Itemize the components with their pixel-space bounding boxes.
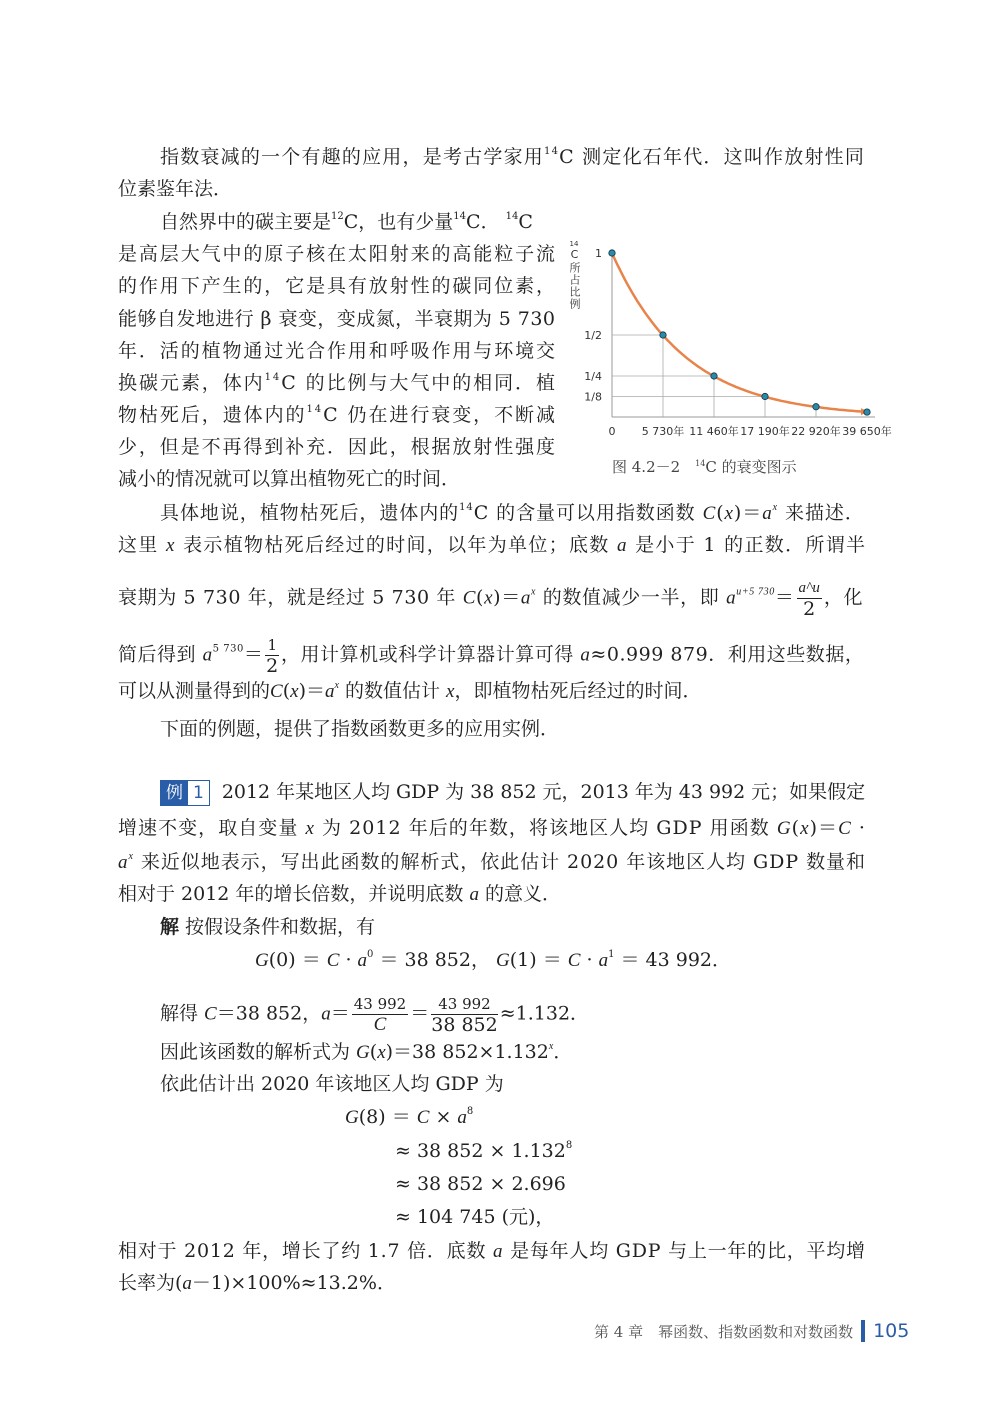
text-line — [118, 339, 557, 363]
denominator: 2 — [266, 655, 279, 677]
text-run: 衰期为 5 730 年，就是经过 5 730 年 — [118, 586, 463, 609]
text-run: 是每年人均 GDP 与上一年的比，平均增 — [503, 1240, 866, 1262]
text-run: ． — [553, 1041, 573, 1063]
text-run: ( — [716, 502, 725, 524]
text-run: 简后得到 — [118, 643, 203, 666]
text-run: (8) ＝ — [358, 1106, 417, 1128]
text-run: 为 2012 年后的年数，将该地区人均 GDP 用函数 — [314, 817, 777, 839]
data-point — [660, 332, 666, 338]
math-variable: C — [838, 818, 852, 839]
math-variable: a — [580, 644, 591, 666]
superscript: x — [128, 851, 134, 862]
math-variable: a — [357, 950, 368, 971]
text-run: 依此估计出 2020 年该地区人均 GDP 为 — [160, 1073, 504, 1095]
text-run: C 的比例与大气中的相同．植 — [281, 372, 557, 394]
x-tick-label: 17 190年 — [740, 425, 790, 438]
math-variable: a — [118, 852, 129, 873]
superscript: 8 — [466, 1106, 474, 1117]
text-run: 位素鉴年法． — [118, 178, 233, 200]
text-line — [118, 435, 557, 459]
text-run: · — [580, 949, 599, 971]
math-variable: a — [598, 950, 609, 971]
text-run: C 的含量可以用指数函数 — [473, 502, 703, 524]
superscript: 14 — [459, 502, 474, 513]
text-run: 是小于 1 的正数．所谓半 — [627, 534, 867, 556]
text-line — [118, 403, 557, 427]
text-run: ＝ 43 992． — [614, 949, 732, 971]
fraction — [797, 578, 822, 619]
text-run: 长率为( — [118, 1272, 183, 1294]
y-axis-label — [566, 240, 582, 313]
superscript: x — [548, 1041, 554, 1052]
math-variable: G — [255, 950, 269, 971]
y-tick-label: 1/8 — [584, 390, 602, 404]
text-run: 2012 年某地区人均 GDP 为 38 852 元，2013 年为 43 992 元；如果假定 — [221, 781, 866, 803]
superscript: x — [334, 680, 339, 691]
text-run: ≈ 38 852 × 1.132 — [395, 1140, 566, 1162]
text-run: )＝ — [298, 680, 325, 702]
text-line — [118, 242, 557, 266]
text-run: 换碳元素，体内 — [118, 372, 265, 394]
math-variable: G — [345, 1107, 359, 1128]
fraction — [352, 994, 409, 1035]
text-line — [160, 915, 375, 939]
text-run: 增速不变，取自变量 — [118, 817, 306, 839]
text-run: C，也有少量 — [343, 211, 454, 233]
text-run: ，化 — [823, 586, 864, 609]
superscript: 14 — [264, 372, 282, 383]
x-tick-label: 0 — [608, 425, 616, 438]
math-variable: a — [321, 1003, 331, 1025]
text-run: 这里 — [118, 534, 166, 556]
math-variable: a — [182, 1273, 192, 1294]
chapter-title: 第 4 章 幂函数、指数函数和对数函数 — [594, 1322, 854, 1341]
text-run: 少，但是不再得到补充．因此，根据放射性强度 — [118, 436, 557, 458]
text-line — [160, 210, 533, 234]
text-line — [118, 679, 701, 704]
math-variable: G — [496, 950, 510, 971]
math-variable: C — [270, 681, 283, 702]
text-line — [160, 780, 865, 806]
text-run: )＝ — [493, 586, 521, 609]
math-variable: x — [724, 503, 734, 524]
text-run: · — [851, 817, 866, 839]
math-variable: x — [290, 681, 299, 702]
text-line — [118, 635, 864, 676]
text-run: ( — [282, 680, 291, 702]
text-run: 按假设条件和数据，有 — [179, 916, 376, 938]
decay-curve — [612, 253, 865, 412]
text-run: 的作用下产生的，它是具有放射性的碳同位素， — [118, 275, 557, 297]
y-tick-label: 1/2 — [584, 329, 602, 342]
text-run: ＝ — [330, 1002, 350, 1025]
superscript: x — [531, 586, 537, 598]
x-tick-label: 11 460年 — [689, 425, 739, 438]
text-line — [160, 994, 589, 1035]
text-line — [118, 1271, 396, 1296]
text-run: ( — [369, 1041, 378, 1063]
x-tick-label: 22 920年 — [791, 425, 841, 438]
figure-caption — [612, 456, 797, 477]
example-number: 1 — [193, 783, 204, 803]
text-run: －1)×100%≈13.2%． — [191, 1272, 396, 1294]
text-run: ＝ 38 852， — [373, 949, 497, 971]
text-line — [345, 1105, 473, 1130]
text-run: ，即植物枯死后经过的时间． — [454, 680, 702, 702]
math-variable: C — [567, 950, 581, 971]
fraction — [431, 994, 497, 1035]
data-point — [711, 373, 717, 379]
math-variable: a — [493, 1241, 504, 1262]
data-point — [762, 393, 768, 399]
data-point — [813, 404, 819, 410]
text-line — [118, 1239, 866, 1264]
math-variable: a — [324, 681, 335, 702]
text-run: 减小的情况就可以算出植物死亡的时间． — [118, 468, 461, 490]
math-variable: a — [469, 884, 479, 905]
text-run: 自然界中的碳主要是 — [160, 211, 332, 233]
text-line — [118, 533, 866, 558]
text-run: ≈ 38 852 × 2.696 — [395, 1173, 566, 1195]
text-line — [160, 1040, 572, 1065]
math-variable: G — [356, 1042, 370, 1063]
text-run: (1) ＝ — [509, 949, 568, 971]
text-run: 具体地说，植物枯死后，遗体内的 — [160, 502, 460, 524]
superscript: 14 — [505, 211, 519, 222]
math-variable: C — [462, 587, 477, 609]
superscript: 5 730 — [212, 643, 244, 655]
text-line — [118, 371, 557, 395]
text-run: ≈0.999 879．利用这些数据， — [590, 643, 865, 666]
x-tick-label: 5 730年 — [641, 425, 685, 438]
math-variable: a — [202, 644, 213, 666]
math-variable: x — [377, 1042, 386, 1063]
text-line — [118, 307, 555, 331]
math-variable: x — [165, 535, 176, 556]
text-run: 的意义． — [478, 883, 562, 905]
text-run: 解得 — [160, 1002, 205, 1025]
y-axis-label-sup: 14 — [569, 240, 579, 248]
text-run: C 测定化石年代．这叫作放射性同 — [559, 146, 866, 168]
text-line — [118, 882, 561, 907]
text-run: 相对于 2012 年，增长了约 1.7 倍．底数 — [118, 1240, 494, 1262]
math-variable: a — [762, 503, 773, 524]
text-run: )＝38 852×1.132 — [385, 1041, 549, 1063]
text-run: ＝ — [410, 1002, 430, 1025]
superscript: 8 — [565, 1140, 573, 1151]
text-run: · — [339, 949, 358, 971]
data-point — [864, 409, 870, 415]
math-variable: C — [204, 1003, 217, 1025]
x-tick-label: 39 650年 — [842, 425, 892, 438]
numerator: 43 992 — [431, 994, 497, 1015]
text-run: ＝ — [243, 643, 264, 666]
text-run: 相对于 2012 年的增长倍数，并说明底数 — [118, 883, 470, 905]
y-tick-label: 1/4 — [584, 370, 602, 383]
text-run: 年．活的植物通过光合作用和呼吸作用与环境交 — [118, 340, 557, 362]
text-line — [118, 274, 557, 298]
denominator: 38 852 — [431, 1014, 498, 1036]
text-line — [395, 1172, 566, 1196]
math-variable: C — [416, 1107, 430, 1128]
math-variable: a — [726, 587, 737, 609]
superscript: 1 — [608, 949, 615, 960]
text-run: 指数衰减的一个有趣的应用，是考古学家用 — [160, 146, 544, 168]
text-run: 物枯死后，遗体内的 — [118, 404, 307, 426]
text-line — [118, 578, 863, 619]
text-run: ＝ — [774, 586, 795, 609]
text-run: )＝ — [733, 502, 763, 524]
text-run: (0) ＝ — [268, 949, 327, 971]
superscript: 14 — [453, 211, 467, 222]
text-line — [395, 1139, 572, 1163]
text-run: )＝ — [809, 817, 839, 839]
text-run: ＝38 852， — [216, 1002, 322, 1025]
math-variable: x — [446, 681, 455, 702]
text-run: 来描述． — [778, 502, 865, 524]
data-point — [609, 250, 615, 256]
page-number: 105 — [873, 1320, 910, 1342]
text-line — [118, 177, 232, 201]
solution-label: 解 — [160, 916, 180, 938]
text-run: 来近似地表示，写出此函数的解析式，依此估计 2020 年该地区人均 GDP 数量和 — [133, 851, 866, 873]
footer-divider — [861, 1320, 865, 1342]
numerator: 1 — [267, 636, 277, 654]
caption-sup: 14 — [695, 459, 706, 468]
page-footer — [594, 1320, 909, 1342]
text-run: C． — [466, 211, 506, 233]
math-variable: a — [520, 587, 531, 609]
example-badge — [160, 780, 210, 806]
example-label: 例 — [161, 781, 188, 805]
denominator: 2 — [803, 598, 816, 620]
numerator: a^u — [797, 578, 822, 599]
text-run: ≈1.132． — [499, 1002, 590, 1025]
text-line — [160, 501, 865, 526]
superscript: 12 — [331, 211, 344, 222]
text-run: ( — [791, 817, 801, 839]
denominator: C — [373, 1014, 387, 1035]
math-variable: C — [326, 950, 340, 971]
text-run: ≈ 104 745 (元)， — [395, 1206, 555, 1228]
text-run: 因此该函数的解析式为 — [160, 1041, 357, 1063]
math-variable: x — [305, 818, 315, 839]
text-line — [118, 467, 460, 491]
text-line — [118, 816, 866, 841]
text-run: 可以从测量得到的 — [118, 680, 271, 702]
text-run: ，用计算机或科学计算器计算可得 — [280, 643, 581, 666]
superscript: 14 — [544, 146, 560, 157]
caption-number: 图 4.2－2 — [612, 458, 696, 476]
superscript: u+5 730 — [736, 586, 775, 598]
text-run: C 仍在进行衰变，不断减 — [323, 404, 557, 426]
math-variable: C — [702, 503, 717, 524]
text-run: × — [429, 1106, 458, 1128]
math-variable: x — [800, 818, 810, 839]
math-variable: x — [484, 587, 494, 609]
superscript: 14 — [306, 404, 324, 415]
text-line — [160, 145, 865, 169]
fraction — [265, 635, 279, 676]
y-axis-label-text: C所占比例 — [568, 248, 581, 310]
text-line — [118, 850, 866, 875]
superscript: 0 — [367, 949, 374, 960]
text-run: 表示植物枯死后经过的时间，以年为单位；底数 — [175, 534, 617, 556]
text-run: 能够自发地进行 β 衰变，变成氮，半衰期为 5 730 — [118, 308, 556, 330]
caption-text: C 的衰变图示 — [705, 458, 797, 476]
text-run: 下面的例题，提供了指数函数更多的应用实例． — [160, 718, 560, 740]
text-line — [395, 1205, 554, 1229]
text-line — [255, 948, 731, 973]
math-variable: a — [457, 1107, 467, 1128]
text-run: 的数值减少一半，即 — [536, 586, 727, 609]
text-run: C — [518, 211, 533, 233]
text-run: ( — [476, 586, 485, 609]
text-run: 的数值估计 — [338, 680, 447, 702]
text-line — [160, 717, 559, 741]
text-run: 是高层大气中的原子核在太阳射来的高能粒子流 — [118, 243, 557, 265]
math-variable: a — [616, 535, 628, 556]
decay-chart — [560, 225, 900, 455]
text-line — [160, 1072, 504, 1096]
y-tick-label: 1 — [595, 247, 602, 260]
superscript: x — [772, 502, 779, 513]
numerator: 43 992 — [353, 995, 407, 1013]
math-variable: G — [776, 818, 792, 839]
